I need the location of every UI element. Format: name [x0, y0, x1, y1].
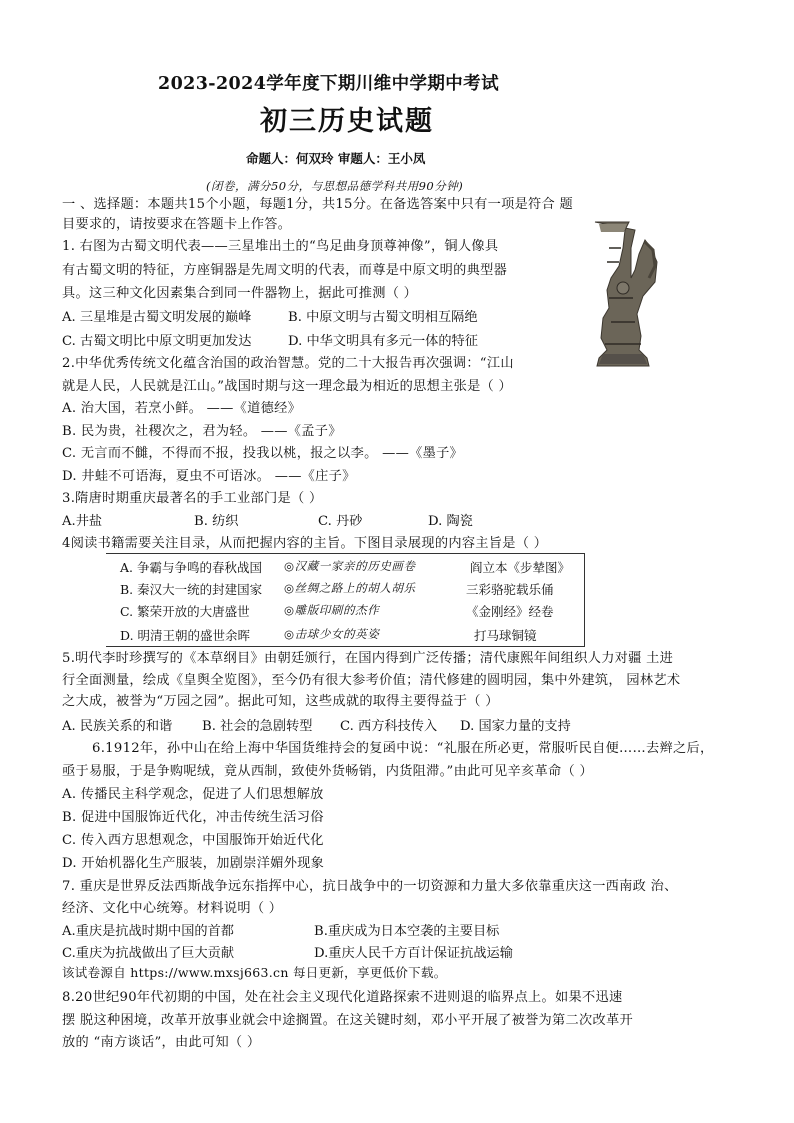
- q8-stem-line1: 8.20世纪90年代初期的中国，处在社会主义现代化道路探索不进则退的临界点上。如果不迅速: [62, 990, 623, 1005]
- q3-option-d[interactable]: D. 陶瓷: [428, 514, 473, 529]
- q2-option-d[interactable]: D. 井蛙不可语海，夏虫不可语冰。 ——《庄子》: [62, 469, 356, 484]
- q4-option-b[interactable]: B. 秦汉大一统的封建国家: [120, 582, 263, 597]
- q4-option-c[interactable]: C. 繁荣开放的大唐盛世: [120, 604, 250, 619]
- q1-stem-line3: 具。这三种文化因素集合到同一件器物上，据此可推测（ ）: [62, 286, 418, 301]
- q4-stem: 4阅读书籍需要关注目录，从而把握内容的主旨。下图目录展现的内容主旨是（ ）: [62, 536, 548, 551]
- q7-option-b[interactable]: B.重庆成为日本空袭的主要目标: [314, 924, 500, 939]
- exam-authors: 命题人：何双玲 审题人：王小凤: [246, 151, 426, 166]
- q8-stem-line3: 放的 “南方谈话”，由此可知（ ）: [62, 1035, 261, 1050]
- q4-artifact-1: 阎立本《步辇图》: [470, 560, 571, 575]
- q2-option-b[interactable]: B. 民为贵，社稷次之，君为轻。 ——《孟子》: [62, 424, 342, 439]
- q4-row-d: [106, 626, 584, 648]
- q6-stem-line1: 6.1912年，孙中山在给上海中华国货维持会的复函中说：“礼服在所必更，常服听民自便……去辫之后，: [92, 741, 714, 756]
- section-instruction-line2: 目要求的，请按要求在答题卡上作答。: [62, 217, 292, 232]
- q2-stem-line2: 就是人民，人民就是江山。”战国时期与这一理念最为相近的思想主张是（ ）: [62, 379, 513, 394]
- q7-option-a[interactable]: A.重庆是抗战时期中国的首都: [62, 924, 234, 939]
- q1-option-b[interactable]: B. 中原文明与古蜀文明相互隔绝: [288, 310, 478, 325]
- q6-option-b[interactable]: B. 促进中国服饰近代化，冲击传统生活习俗: [62, 810, 324, 825]
- q3-option-c[interactable]: C. 丹砂: [318, 514, 363, 529]
- q4-chapter-3: ◎雕版印刷的杰作: [284, 603, 380, 617]
- q7-stem-line1: 7. 重庆是世界反法西斯战争远东指挥中心，抗日战争中的一切资源和力量大多依靠重庆这一西南政 治、: [62, 879, 678, 894]
- q2-stem-line1: 2.中华优秀传统文化蕴含治国的政治智慧。党的二十大报告再次强调：“江山: [62, 356, 514, 371]
- q4-row-c: [106, 602, 584, 624]
- q8-stem-line2: 摆 脱这种困境，改革开放事业就会中途搁置。在这关键时刻，邓小平开展了被誉为第二次改革开: [62, 1013, 633, 1028]
- q4-chapter-2: ◎丝绸之路上的胡人胡乐: [284, 581, 416, 595]
- q4-artifact-4: 打马球铜镜: [474, 628, 537, 643]
- q4-row-b: [106, 580, 584, 602]
- q4-chapter-1: ◎汉藏一家亲的历史画卷: [284, 559, 416, 573]
- q5-option-d[interactable]: D. 国家力量的支持: [460, 719, 571, 734]
- q7-option-c[interactable]: C.重庆为抗战做出了巨大贡献: [62, 946, 235, 961]
- q1-stem-line1: 1. 右图为古蜀文明代表——三星堆出土的“鸟足曲身顶尊神像”，铜人像具: [62, 239, 499, 254]
- q1-option-c[interactable]: C. 古蜀文明比中原文明更加发达: [62, 334, 252, 349]
- q4-option-d[interactable]: D. 明清王朝的盛世余晖: [120, 628, 251, 643]
- exam-note: (闭卷，满分50分，与思想品德学科共用90分钟): [206, 179, 464, 193]
- q2-option-a[interactable]: A. 治大国，若烹小鲜。 ——《道德经》: [62, 401, 302, 416]
- q5-stem-line3: 之大成，被誉为“万园之园”。据此可知，这些成就的取得主要得益于（ ）: [62, 694, 499, 709]
- q3-option-a[interactable]: A.井盐: [62, 514, 103, 529]
- q7-stem-line2: 经济、文化中心统筹。材料说明（ ）: [62, 901, 283, 916]
- q5-option-a[interactable]: A. 民族关系的和谐: [62, 719, 173, 734]
- q4-option-a[interactable]: A. 争霸与争鸣的春秋战国: [120, 560, 262, 575]
- bronze-statue-image: [589, 218, 659, 368]
- q5-stem-line2: 行全面测量，绘成《皇舆全览图》，至今仍有很大参考价值；清代修建的圆明园，集中外建筑， 园林艺术: [62, 673, 681, 688]
- q3-stem: 3.隋唐时期重庆最著名的手工业部门是（ ）: [62, 491, 323, 506]
- q6-option-d[interactable]: D. 开始机器化生产服装，加剧崇洋媚外现象: [62, 856, 325, 871]
- q4-table-of-contents: [106, 553, 585, 647]
- q4-chapter-4: ◎击球少女的英姿: [284, 627, 380, 641]
- q6-option-c[interactable]: C. 传入西方思想观念，中国服饰开始近代化: [62, 833, 324, 848]
- q5-stem-line1: 5.明代李时珍撰写的《本草纲目》由朝廷颁行，在国内得到广泛传播；清代康熙年间组织人力对疆 土进: [62, 651, 674, 666]
- q3-option-b[interactable]: B. 纺织: [194, 514, 239, 529]
- q2-option-c[interactable]: C. 无言而不雠，不得而不报，投我以桃，报之以李。 ——《墨子》: [62, 446, 464, 461]
- q6-option-a[interactable]: A. 传播民主科学观念，促进了人们思想解放: [62, 787, 324, 802]
- q6-stem-line2: 亟于易服，于是争购呢绒，竟从西制，致使外货畅销，内货阻滞。”由此可见辛亥革命（ ）: [62, 764, 593, 779]
- q1-option-a[interactable]: A. 三星堆是古蜀文明发展的巅峰: [62, 310, 252, 325]
- source-note: 该试卷源自 https://www.mxsj663.cn 每日更新，享更低价下载。: [62, 965, 447, 980]
- section-instruction-line1: 一 、选择题：本题共15个小题，每题1分，共15分。在备选答案中只有一项是符合 题: [62, 197, 574, 212]
- q7-option-d[interactable]: D.重庆人民千方百计保证抗战运输: [314, 946, 513, 961]
- exam-school-title: 2023-2024学年度下期川维中学期中考试: [158, 74, 499, 94]
- q4-artifact-2: 三彩骆驼载乐俑: [466, 582, 554, 597]
- q1-option-d[interactable]: D. 中华文明具有多元一体的特征: [288, 334, 478, 349]
- q5-option-b[interactable]: B. 社会的急剧转型: [202, 719, 313, 734]
- q1-stem-line2: 有古蜀文明的特征，方座铜器是先周文明的代表，而尊是中原文明的典型器: [62, 263, 508, 278]
- q4-row-a: [106, 558, 584, 580]
- exam-subject-title: 初三历史试题: [260, 106, 434, 137]
- q4-artifact-3: 《金刚经》经卷: [466, 604, 554, 619]
- q5-option-c[interactable]: C. 西方科技传入: [340, 719, 438, 734]
